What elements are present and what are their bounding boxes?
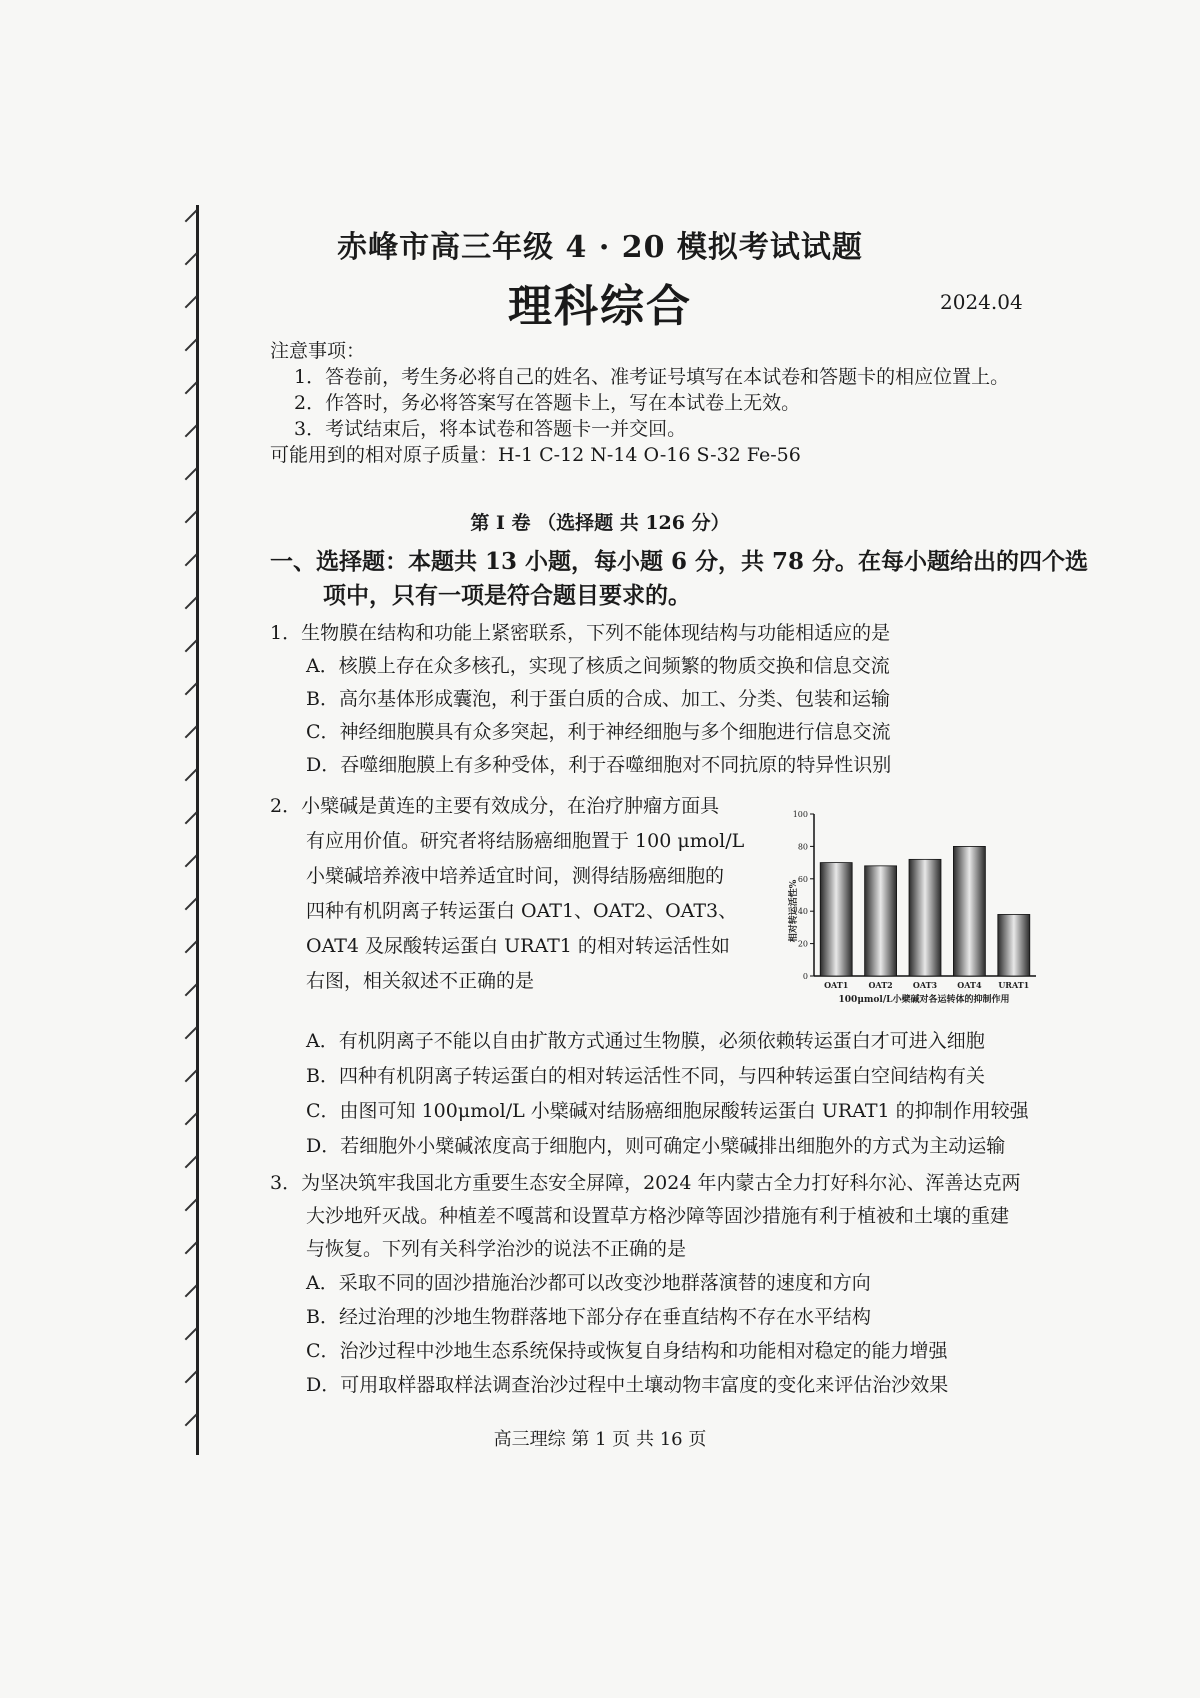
chart-y-tick-label: 0 — [802, 972, 808, 981]
chart-y-tick-label: 100 — [792, 810, 808, 819]
chart-bar — [820, 863, 852, 976]
option-b: B．四种有机阴离子转运蛋白的相对转运活性不同，与四种转运蛋白空间结构有关 — [306, 1065, 985, 1087]
notes-heading: 注意事项： — [270, 340, 366, 362]
bar-chart — [778, 806, 1040, 1006]
exam-subject: 理科综合 — [508, 281, 692, 332]
option-d: D．吞噬细胞膜上有多种受体，利于吞噬细胞对不同抗原的特异性识别 — [306, 754, 892, 776]
option-c: C．神经细胞膜具有众多突起，利于神经细胞与多个细胞进行信息交流 — [306, 721, 891, 743]
question-stem: 1．生物膜在结构和功能上紧密联系，下列不能体现结构与功能相适应的是 — [270, 622, 891, 644]
note-item: 1．答卷前，考生务必将自己的姓名、准考证号填写在本试卷和答题卡的相应位置上。 — [294, 366, 1010, 388]
chart-title: 100μmol/L小檗碱对各运转体的抑制作用 — [838, 995, 1010, 1005]
chart-y-tick-label: 60 — [797, 874, 808, 884]
question-stem: 3．为坚决筑牢我国北方重要生态安全屏障，2024 年内蒙古全力打好科尔沁、浑善达克两 — [270, 1172, 1021, 1194]
question-stem: OAT4 及尿酸转运蛋白 URAT1 的相对转运活性如 — [306, 935, 730, 957]
instruction: 项中，只有一项是符合题目要求的。 — [323, 582, 691, 609]
binding-line — [196, 205, 199, 1455]
note-item: 2．作答时，务必将答案写在答题卡上，写在本试卷上无效。 — [294, 392, 801, 414]
question-stem: 有应用价值。研究者将结肠癌细胞置于 100 μmol/L — [306, 830, 745, 852]
option-d: D．若细胞外小檗碱浓度高于细胞内，则可确定小檗碱排出细胞外的方式为主动运输 — [306, 1135, 1006, 1157]
exam-date: 2024.04 — [940, 290, 1023, 314]
option-a: A．采取不同的固沙措施治沙都可以改变沙地群落演替的速度和方向 — [306, 1272, 871, 1294]
part-title: 第 Ⅰ 卷 （选择题 共 126 分） — [470, 512, 730, 534]
chart-x-tick-label: OAT2 — [868, 980, 893, 990]
option-c: C．治沙过程中沙地生态系统保持或恢复自身结构和功能相对稳定的能力增强 — [306, 1340, 948, 1362]
question-stem: 与恢复。下列有关科学治沙的说法不正确的是 — [306, 1238, 687, 1260]
question-stem: 大沙地歼灭战。种植差不嘎蒿和设置草方格沙障等固沙措施有利于植被和土壤的重建 — [306, 1205, 1010, 1227]
option-b: B．经过治理的沙地生物群落地下部分存在垂直结构不存在水平结构 — [306, 1306, 871, 1328]
chart-x-tick-label: URAT1 — [998, 980, 1030, 990]
note-item: 3．考试结束后，将本试卷和答题卡一并交回。 — [294, 418, 687, 440]
question-stem: 右图，相关叙述不正确的是 — [306, 970, 535, 992]
option-d: D．可用取样器取样法调查治沙过程中土壤动物丰富度的变化来评估治沙效果 — [306, 1374, 949, 1396]
exam-title: 赤峰市高三年级 4 · 20 模拟考试试题 — [337, 230, 863, 265]
chart-x-tick-label: OAT4 — [957, 980, 982, 990]
instruction: 一、选择题：本题共 13 小题，每小题 6 分，共 78 分。在每小题给出的四个选 — [270, 548, 1089, 575]
page-footer: 高三理综 第 1 页 共 16 页 — [493, 1429, 707, 1450]
option-b: B．高尔基体形成囊泡，利于蛋白质的合成、加工、分类、包装和运输 — [306, 688, 890, 710]
option-a: A．有机阴离子不能以自由扩散方式通过生物膜，必须依赖转运蛋白才可进入细胞 — [306, 1030, 985, 1052]
question-stem: 小檗碱培养液中培养适宜时间，测得结肠癌细胞的 — [306, 865, 725, 887]
option-a: A．核膜上存在众多核孔，实现了核质之间频繁的物质交换和信息交流 — [306, 655, 890, 677]
chart-bar — [998, 914, 1030, 976]
atomic-mass: 可能用到的相对原子质量：H-1 C-12 N-14 O-16 S-32 Fe-56 — [270, 444, 801, 466]
chart-y-tick-label: 40 — [797, 907, 808, 917]
question-stem: 四种有机阴离子转运蛋白 OAT1、OAT2、OAT3、 — [306, 900, 738, 922]
chart-bar — [865, 866, 897, 976]
chart-bar — [953, 846, 985, 976]
chart-bar — [909, 859, 941, 976]
question-stem: 2．小檗碱是黄连的主要有效成分，在治疗肿瘤方面具 — [270, 795, 720, 817]
chart-y-label: 相对转运活性% — [789, 879, 799, 943]
chart-y-tick-label: 20 — [797, 939, 808, 949]
chart-y-tick-label: 80 — [797, 842, 808, 852]
chart-x-tick-label: OAT1 — [824, 980, 849, 990]
option-c: C．由图可知 100μmol/L 小檗碱对结肠癌细胞尿酸转运蛋白 URAT1 的抑制作用较强 — [306, 1100, 1029, 1122]
chart-x-tick-label: OAT3 — [912, 980, 938, 990]
